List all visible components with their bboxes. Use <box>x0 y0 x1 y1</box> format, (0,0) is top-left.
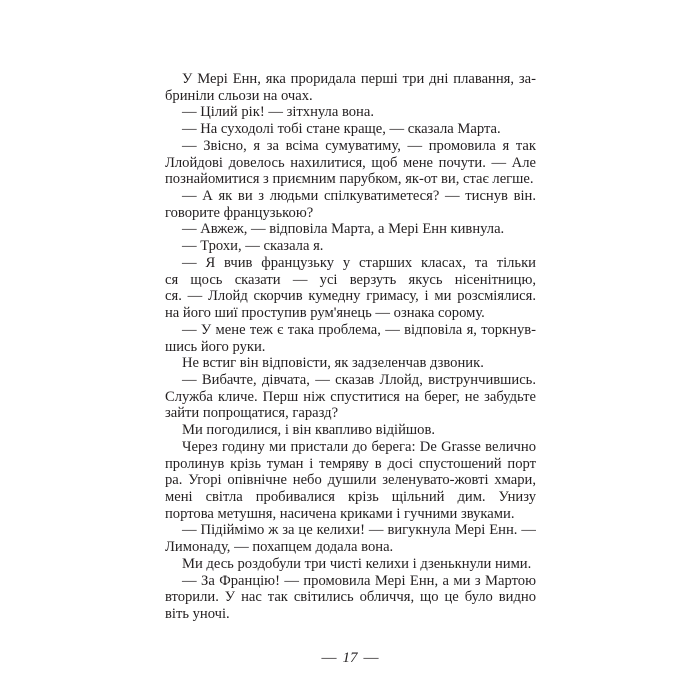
text-line: ся щось сказати — усі верзуть якусь нісенітницю, <box>165 271 536 288</box>
text-line: ра. Угорі опівнічне небо душили зеленувато-жовті хмари, <box>165 472 536 489</box>
page-number <box>0 650 700 667</box>
text-line: Через годину ми пристали до берега: De Grasse велично <box>182 438 536 455</box>
text-line: ся. — Ллойд скорчив кумедну гримасу, і ми розсміялися. <box>165 288 536 305</box>
text-line: — Цілий рік! — зітхнула вона. <box>182 104 374 121</box>
text-line: — За Францію! — промовила Мері Енн, а ми з Мартою <box>182 572 536 589</box>
text-line: У Мері Енн, яка проридала перші три дні плавання, за- <box>182 71 536 87</box>
text-line: мені світла пробивалися крізь щільний дим. Унизу <box>165 488 536 505</box>
text-line: Не встиг він відповісти, як задзеленчав дзвоник. <box>182 355 484 372</box>
text-line: — У мене теж є така проблема, — відповіла я, торкнув- <box>182 321 536 338</box>
text-line: пролинув крізь туман і темряву в досі спустошений порт <box>165 455 536 472</box>
page-body-text <box>165 71 536 623</box>
text-line: — Трохи, — сказала я. <box>182 238 324 255</box>
text-line: Лимонаду, — похапцем додала вона. <box>165 539 394 556</box>
text-line: Ми десь роздобули три чисті келихи і дзенькнули ними. <box>182 555 532 572</box>
text-line: на його шиї проступив рум'янець — ознака сорому. <box>165 305 485 322</box>
text-line: Ллойдові довелось нахилитися, щоб мене почути. — Але <box>165 154 536 171</box>
text-line: — А як ви з людьми спілкуватиметеся? — тиснув він. <box>182 188 536 205</box>
text-line: Служба кличе. Перш ніж спуститися на берег, не забудьте <box>165 388 536 405</box>
text-line: — Авжеж, — відповіла Марта, а Мері Енн кивнула. <box>182 221 505 238</box>
text-line: вторили. У нас так світились обличчя, що це було видно <box>165 589 536 606</box>
text-line: — На суходолі тобі стане краще, — сказала Марта. <box>182 121 501 138</box>
text-line: віть уночі. <box>165 606 230 622</box>
text-line: Ми погодилися, і він квапливо відійшов. <box>182 422 435 439</box>
text-line: портова метушня, насичена криками і гучними звуками. <box>165 505 515 522</box>
text-line: — Звісно, я за всіма сумуватиму, — промовила я так <box>182 137 536 154</box>
text-line: — Я вчив французьку у старших класах, та тільки <box>182 254 536 271</box>
text-line: — Вибачте, дівчата, — сказав Ллойд, виструнчившись. <box>182 371 536 388</box>
page-number-value: 17 <box>342 650 358 666</box>
text-line: говорите французькою? <box>165 204 314 221</box>
text-line: познайомитися з приємним парубком, як-от ви, стає легше. <box>165 171 534 188</box>
text-line: шись його руки. <box>165 338 266 355</box>
page-number-dash-left: — <box>321 650 337 666</box>
text-line: бриніли сльози на очах. <box>165 87 313 104</box>
text-line: зайти попрощатися, гаразд? <box>165 405 339 422</box>
page-number-dash-right: — <box>363 650 379 666</box>
text-line: — Підіймімо ж за це келихи! — вигукнула Мері Енн. — <box>182 522 536 539</box>
